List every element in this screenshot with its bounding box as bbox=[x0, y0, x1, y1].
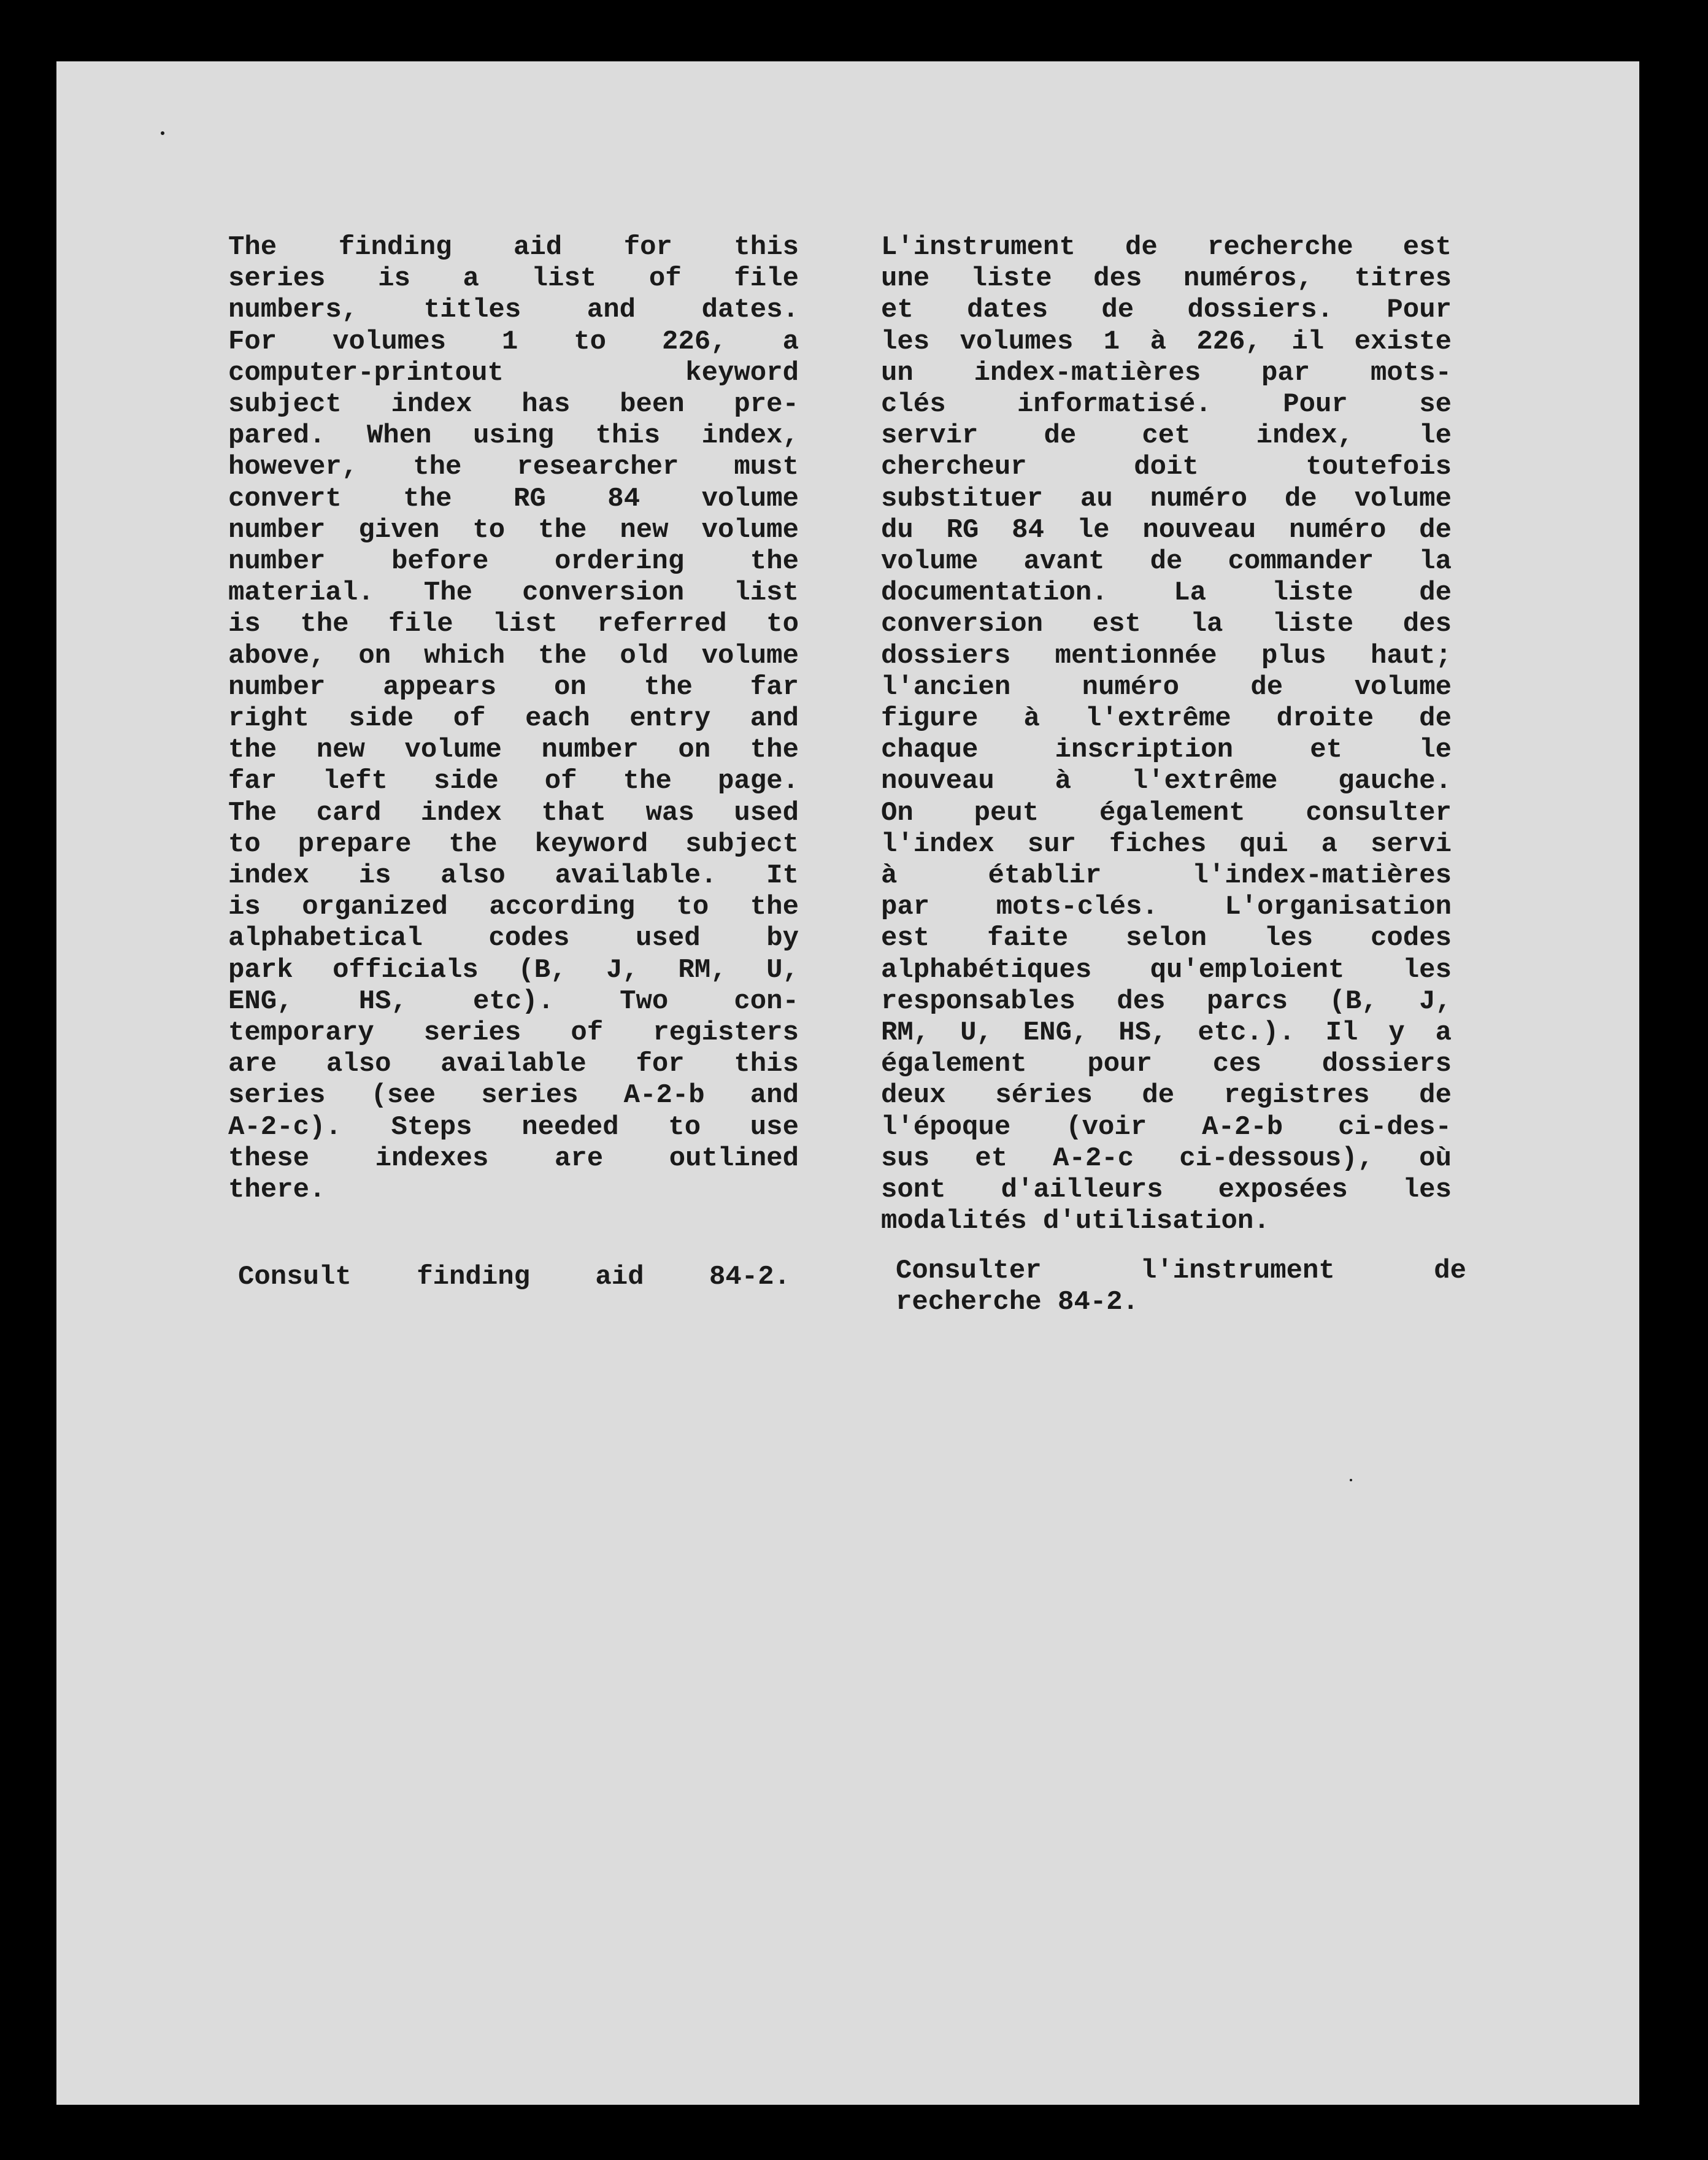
text-line: également pour ces dossiers bbox=[881, 1049, 1452, 1080]
text-line: et dates de dossiers. Pour bbox=[881, 295, 1452, 326]
text-line: l'ancien numéro de volume bbox=[881, 671, 1452, 703]
text-line: RM, U, ENG, HS, etc.). Il y a bbox=[881, 1017, 1452, 1049]
french-consult-note bbox=[896, 1256, 1466, 1318]
text-line: modalités d'utilisation. bbox=[881, 1206, 1270, 1237]
text-line: sus et A-2-c ci-dessous), où bbox=[881, 1143, 1452, 1174]
text-line: l'époque (voir A-2-b ci-des- bbox=[881, 1111, 1452, 1143]
text-line: right side of each entry and bbox=[228, 703, 799, 735]
text-line: ENG, HS, etc). Two con- bbox=[228, 986, 799, 1017]
french-paragraph bbox=[881, 232, 1452, 1238]
text-line: temporary series of registers bbox=[228, 1017, 799, 1049]
text-line: number appears on the far bbox=[228, 671, 799, 703]
text-line: les volumes 1 à 226, il existe bbox=[881, 326, 1452, 357]
text-line: recherche 84-2. bbox=[896, 1287, 1139, 1318]
text-line: far left side of the page. bbox=[228, 766, 799, 797]
text-line: park officials (B, J, RM, U, bbox=[228, 954, 799, 986]
text-line: the new volume number on the bbox=[228, 735, 799, 766]
text-line: conversion est la liste des bbox=[881, 609, 1452, 640]
text-line: index is also available. It bbox=[228, 860, 799, 892]
text-line: chercheur doit toutefois bbox=[881, 452, 1452, 483]
text-line: these indexes are outlined bbox=[228, 1143, 799, 1174]
text-line: dossiers mentionnée plus haut; bbox=[881, 640, 1452, 671]
text-line: par mots-clés. L'organisation bbox=[881, 892, 1452, 923]
text-line: alphabetical codes used by bbox=[228, 923, 799, 954]
text-line: L'instrument de recherche est bbox=[881, 232, 1452, 263]
text-line: volume avant de commander la bbox=[881, 546, 1452, 577]
english-consult-note bbox=[238, 1262, 790, 1293]
text-line: sont d'ailleurs exposées les bbox=[881, 1174, 1452, 1206]
text-line: deux séries de registres de bbox=[881, 1080, 1452, 1111]
text-line: number given to the new volume bbox=[228, 514, 799, 546]
text-line: series (see series A-2-b and bbox=[228, 1080, 799, 1111]
text-line: substituer au numéro de volume bbox=[881, 483, 1452, 514]
text-line: une liste des numéros, titres bbox=[881, 263, 1452, 295]
text-line: material. The conversion list bbox=[228, 577, 799, 609]
text-line: above, on which the old volume bbox=[228, 640, 799, 671]
text-line: à établir l'index-matières bbox=[881, 860, 1452, 892]
text-line: number before ordering the bbox=[228, 546, 799, 577]
text-line: On peut également consulter bbox=[881, 797, 1452, 828]
text-line: clés informatisé. Pour se bbox=[881, 389, 1452, 420]
text-line: numbers, titles and dates. bbox=[228, 295, 799, 326]
text-line: A-2-c). Steps needed to use bbox=[228, 1111, 799, 1143]
scan-speck bbox=[1350, 1479, 1352, 1481]
text-line: pared. When using this index, bbox=[228, 420, 799, 452]
text-line: convert the RG 84 volume bbox=[228, 483, 799, 514]
text-line: to prepare the keyword subject bbox=[228, 828, 799, 860]
text-line: subject index has been pre- bbox=[228, 389, 799, 420]
text-line: Consulter l'instrument de bbox=[896, 1256, 1466, 1286]
text-line: The finding aid for this bbox=[228, 232, 799, 263]
text-line: est faite selon les codes bbox=[881, 923, 1452, 954]
text-line: chaque inscription et le bbox=[881, 735, 1452, 766]
text-line: For volumes 1 to 226, a bbox=[228, 326, 799, 357]
text-line: nouveau à l'extrême gauche. bbox=[881, 766, 1452, 797]
text-line: series is a list of file bbox=[228, 263, 799, 295]
text-line: The card index that was used bbox=[228, 797, 799, 828]
text-line: Consult finding aid 84-2. bbox=[238, 1262, 790, 1292]
document-page bbox=[56, 61, 1639, 2105]
text-line: are also available for this bbox=[228, 1049, 799, 1080]
text-line: un index-matières par mots- bbox=[881, 357, 1452, 388]
text-line: responsables des parcs (B, J, bbox=[881, 986, 1452, 1017]
english-paragraph bbox=[228, 232, 799, 1206]
text-line: is the file list referred to bbox=[228, 609, 799, 640]
scan-speck bbox=[161, 131, 164, 135]
text-line: is organized according to the bbox=[228, 892, 799, 923]
text-line: documentation. La liste de bbox=[881, 577, 1452, 609]
text-line: l'index sur fiches qui a servi bbox=[881, 828, 1452, 860]
text-line: computer-printout keyword bbox=[228, 357, 799, 388]
text-line: figure à l'extrême droite de bbox=[881, 703, 1452, 735]
text-line: there. bbox=[228, 1174, 326, 1206]
text-line: however, the researcher must bbox=[228, 452, 799, 483]
text-line: servir de cet index, le bbox=[881, 420, 1452, 452]
text-line: alphabétiques qu'emploient les bbox=[881, 954, 1452, 986]
text-line: du RG 84 le nouveau numéro de bbox=[881, 514, 1452, 546]
